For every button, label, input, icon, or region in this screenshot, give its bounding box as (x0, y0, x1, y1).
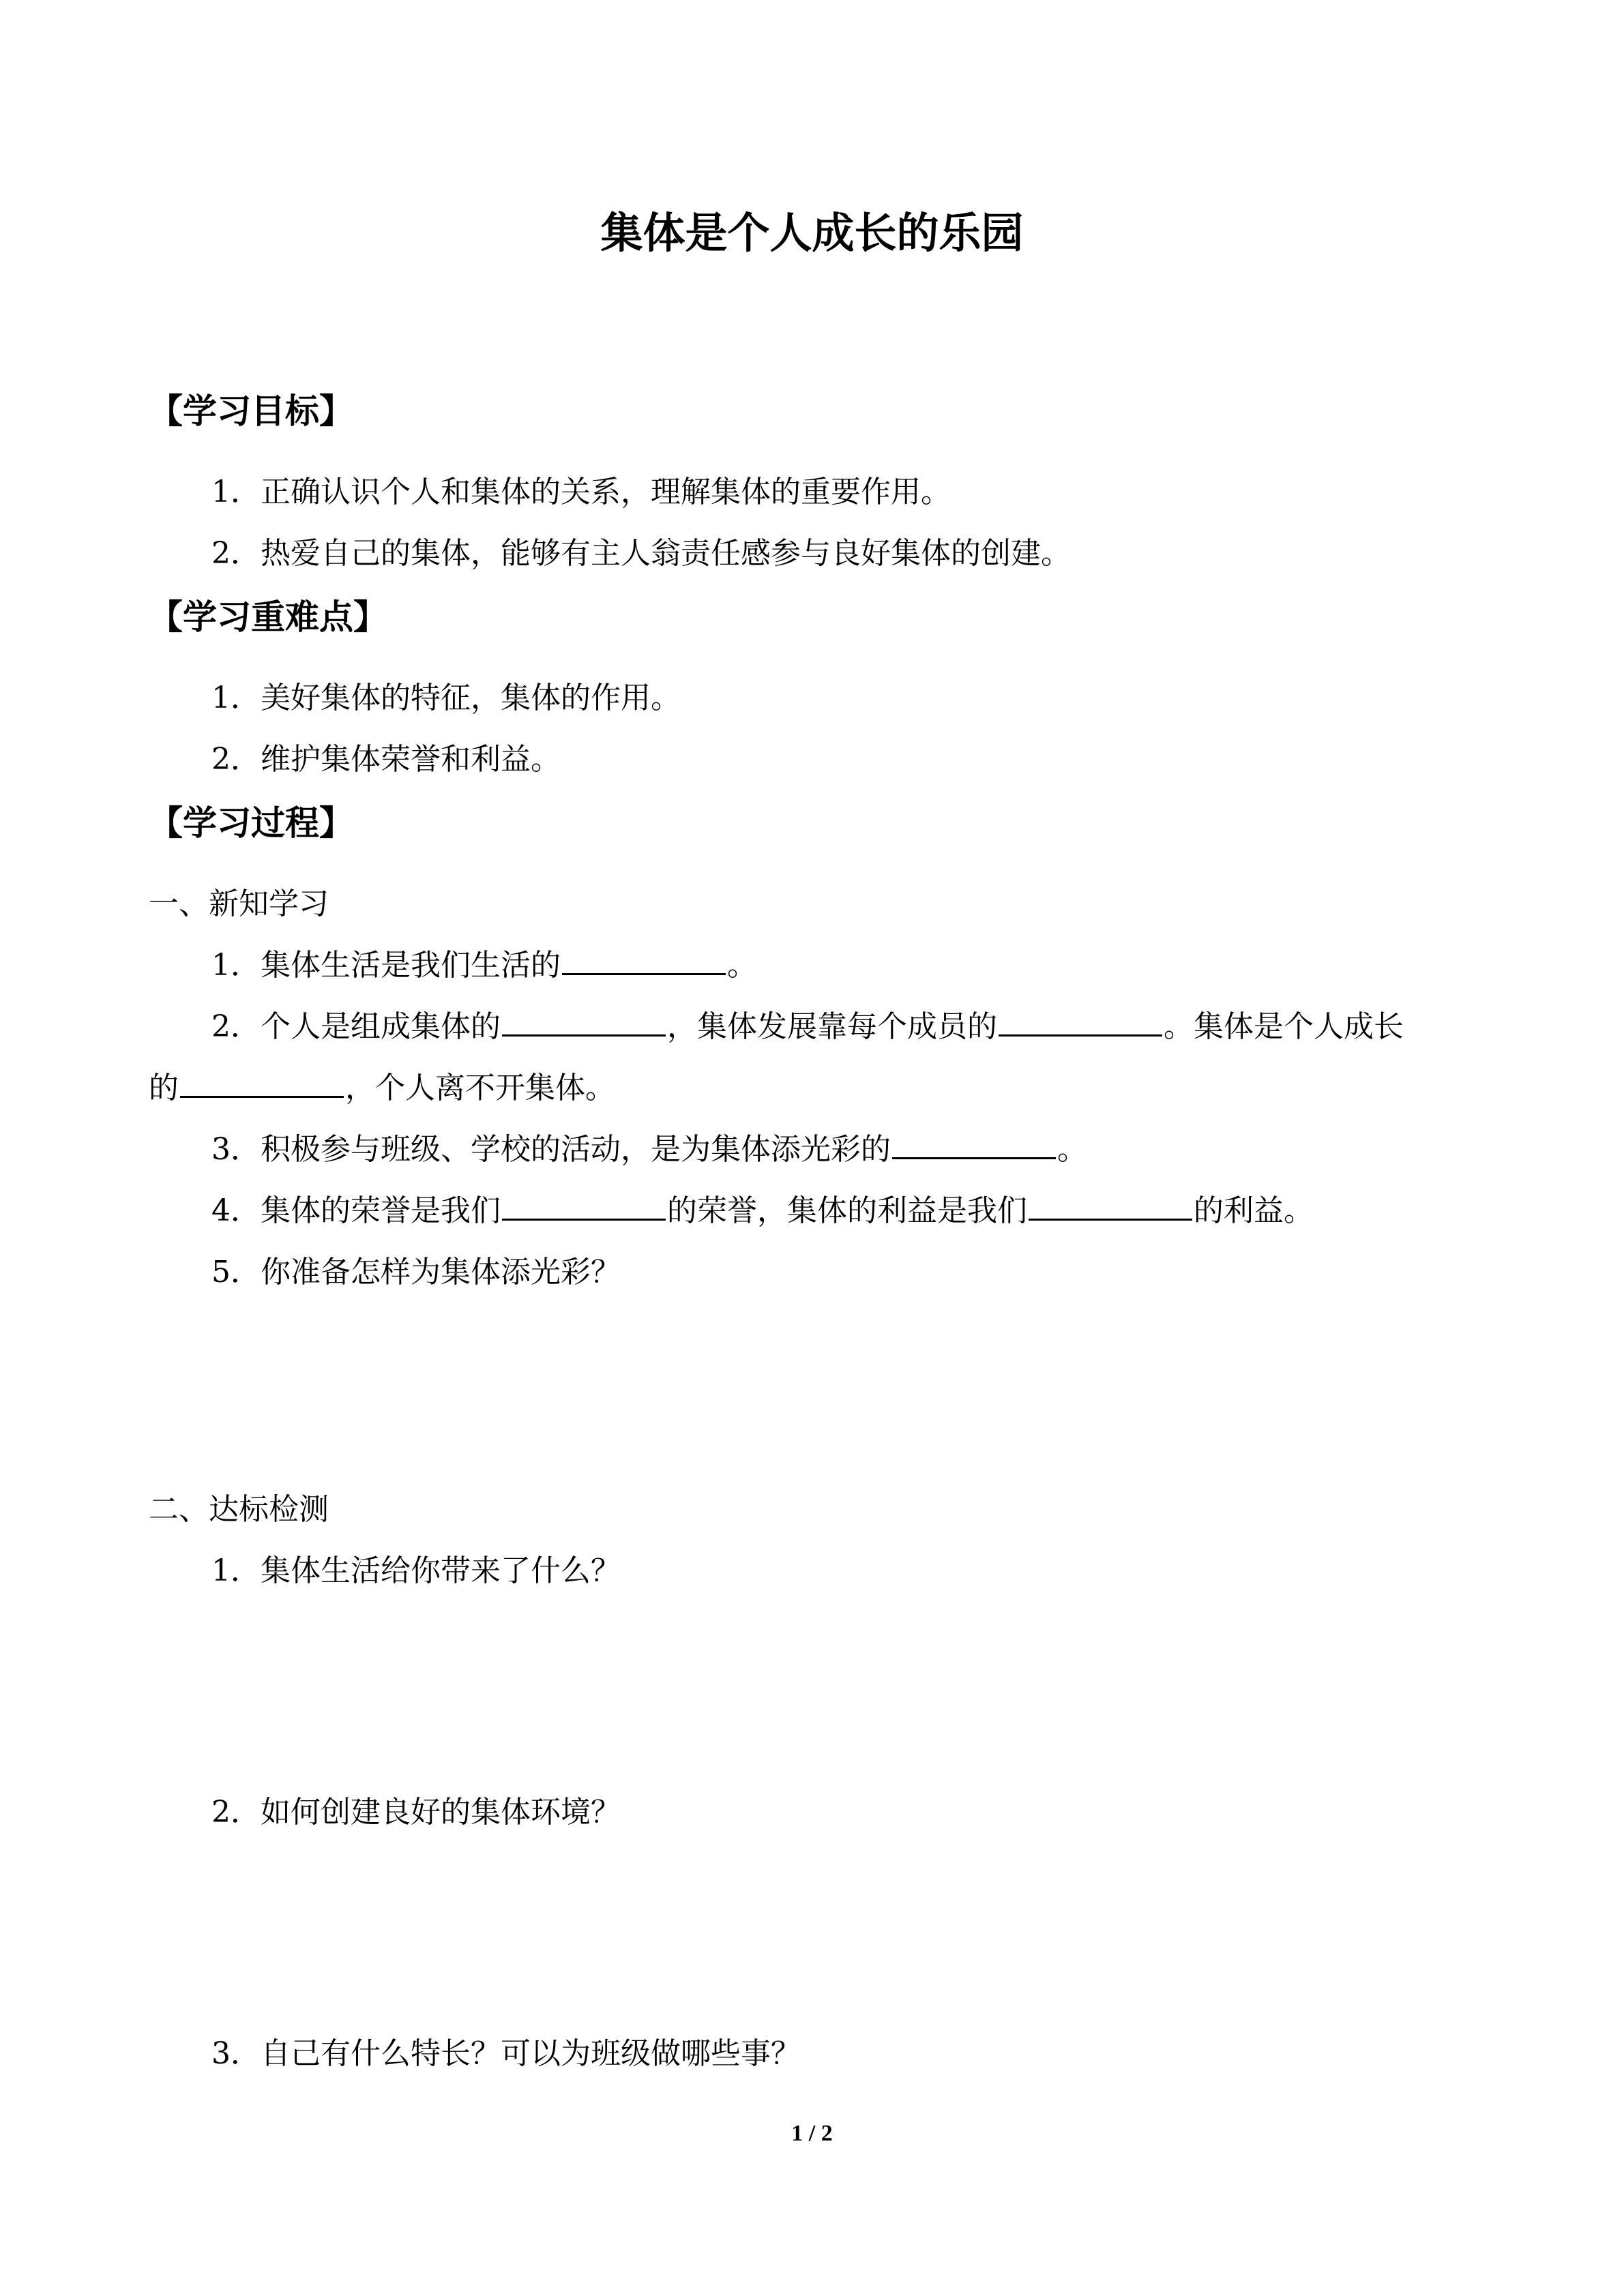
fill-q2-text-e: ，个人离不开集体。 (345, 1071, 615, 1105)
answer-blank[interactable] (502, 1191, 666, 1221)
key-point-item-1: 1．美好集体的特征，集体的作用。 (211, 681, 681, 715)
fill-question-4 (211, 1189, 1314, 1233)
open-question-5: 5．你准备怎样为集体添光彩？ (211, 1255, 621, 1289)
goal-item-1: 1．正确认识个人和集体的关系，理解集体的重要作用。 (211, 475, 951, 509)
part2-label: 二、达标检测 (149, 1492, 329, 1527)
fill-q1-text-b: 。 (727, 948, 757, 983)
fill-question-1 (211, 944, 757, 987)
fill-q4-text-c: 的利益。 (1194, 1193, 1314, 1228)
process-heading: 【学习过程】 (149, 803, 353, 843)
fill-q4-text-a: 4．集体的荣誉是我们 (211, 1193, 501, 1228)
page-title: 集体是个人成长的乐园 (600, 208, 1024, 258)
answer-blank[interactable] (562, 946, 726, 975)
fill-q1-text-a: 1．集体生活是我们生活的 (211, 948, 561, 983)
fill-q2-text-a: 2．个人是组成集体的 (211, 1009, 501, 1044)
key-points-heading: 【学习重难点】 (149, 597, 387, 637)
goal-item-2: 2．热爱自己的集体，能够有主人翁责任感参与良好集体的创建。 (211, 536, 1071, 571)
fill-q2-text-c: 。集体是个人成长 (1164, 1009, 1404, 1044)
fill-question-2 (211, 1005, 1404, 1049)
fill-q3-text-b: 。 (1057, 1132, 1087, 1167)
fill-q2-text-d: 的 (149, 1071, 179, 1105)
check-question-1: 1．集体生活给你带来了什么？ (211, 1553, 621, 1588)
answer-blank[interactable] (1029, 1191, 1192, 1221)
answer-blank[interactable] (180, 1069, 344, 1098)
goals-heading: 【学习目标】 (149, 391, 353, 431)
fill-question-3 (211, 1128, 1087, 1172)
check-question-3: 3．自己有什么特长？可以为班级做哪些事？ (211, 2036, 801, 2071)
answer-blank[interactable] (999, 1007, 1162, 1037)
answer-blank[interactable] (892, 1130, 1056, 1159)
check-question-2: 2．如何创建良好的集体环境？ (211, 1795, 621, 1830)
fill-question-2-continued (149, 1067, 615, 1110)
fill-q3-text-a: 3．积极参与班级、学校的活动，是为集体添光彩的 (211, 1132, 891, 1167)
key-point-item-2: 2．维护集体荣誉和利益。 (211, 742, 561, 777)
fill-q2-text-b: ，集体发展靠每个成员的 (667, 1009, 997, 1044)
page-number: 1 / 2 (791, 2121, 833, 2146)
fill-q4-text-b: 的荣誉，集体的利益是我们 (667, 1193, 1027, 1228)
answer-blank[interactable] (502, 1007, 666, 1037)
part1-label: 一、新知学习 (149, 886, 329, 921)
